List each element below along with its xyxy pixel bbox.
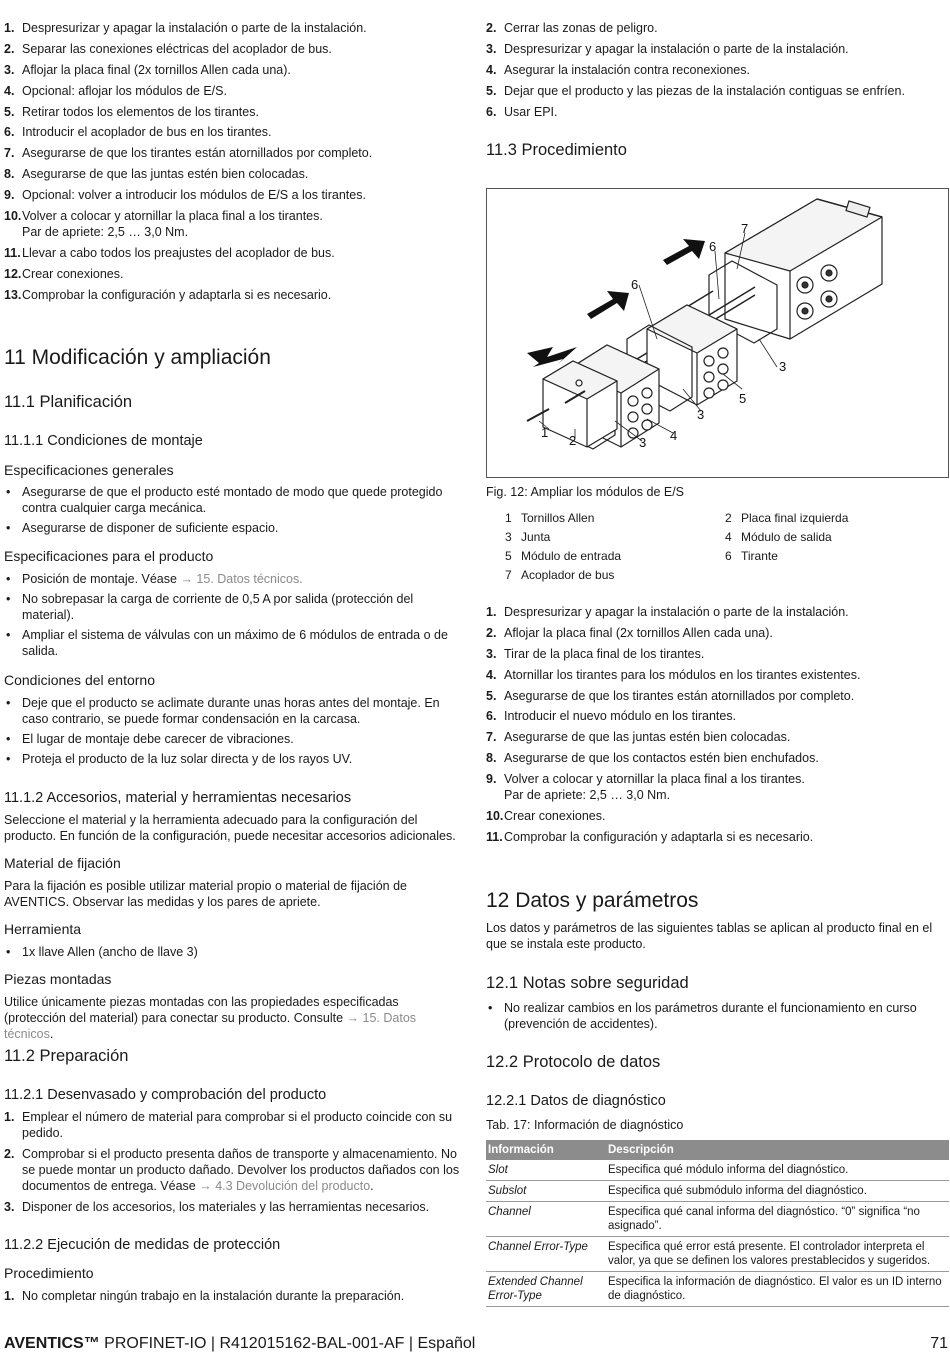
list-item: 5. Retirar todos los elementos de los tirantes. [4, 104, 259, 119]
list-item: 1. No completar ningún trabajo en la instalación durante la preparación. [4, 1289, 405, 1303]
section-12-intro: Los datos y parámetros de las siguientes tablas se aplican al producto final en el que se instala este producto. [486, 921, 933, 951]
section-11-2-1-heading: 11.2.1 Desenvasado y comprobación del producto [4, 1087, 327, 1103]
list-item: 4. Opcional: aflojar los módulos de E/S. [4, 83, 227, 98]
section-12-2-heading: 12.2 Protocolo de datos [486, 1053, 661, 1071]
procedure-heading: Procedimiento [4, 1265, 94, 1281]
table-cell: Especifica qué submódulo informa del diagnóstico. [606, 1181, 949, 1202]
table-cell: Subslot [486, 1181, 606, 1202]
table-header: Información [486, 1140, 606, 1160]
section-11-2-heading: 11.2 Preparación [4, 1047, 129, 1065]
callout-3: 3 [639, 435, 647, 450]
return-product-link[interactable]: → 4.3 Devolución del producto [199, 1178, 371, 1193]
table-cell: Channel [486, 1202, 606, 1237]
list-item: 3. Disponer de los accesorios, los materiales y las herramientas necesarios. [4, 1199, 430, 1214]
list-item: 4. Atornillar los tirantes para los módulos en los tirantes existentes. [486, 667, 861, 682]
tech-data-link[interactable]: → 15. Datos técnicos [4, 1011, 417, 1041]
callout-5: 5 [739, 391, 747, 406]
table-header: Descripción [606, 1140, 949, 1160]
procedure-11-3-list [486, 604, 949, 850]
section-12-2-1-heading: 12.2.1 Datos de diagnóstico [486, 1093, 666, 1109]
list-item: • Asegurarse de que el producto esté montado de modo que quede protegido contra cualquier carga mecánica. [4, 484, 468, 516]
table-cell: Especifica qué módulo informa del diagnóstico. [606, 1160, 949, 1181]
list-item: 12. Crear conexiones. [4, 266, 124, 281]
callout-4: 4 [670, 428, 678, 443]
unpack-steps-list [4, 1109, 468, 1220]
section-11-3-heading: 11.3 Procedimiento [486, 141, 627, 159]
mounted-parts-heading: Piezas montadas [4, 971, 112, 987]
list-item: 10. Volver a colocar y atornillar la placa final a los tirantes. Par de apriete: 2,5 … 3,0 Nm. [4, 209, 323, 240]
list-item: 6. Introducir el nuevo módulo en los tirantes. [486, 709, 737, 724]
table-cell: Slot [486, 1160, 606, 1181]
list-item: • 1x llave Allen (ancho de llave 3) [4, 944, 468, 960]
figure-expand-io-modules [486, 188, 949, 478]
figure-caption: Fig. 12: Ampliar los módulos de E/S [486, 485, 685, 499]
table-row [486, 1181, 949, 1202]
list-item: 9. Volver a colocar y atornillar la placa final a los tirantes. Par de apriete: 2,5 … 3,0 Nm. [486, 772, 805, 803]
list-item: 8. Asegurarse de que los contactos estén bien enchufados. [486, 751, 819, 766]
list-item: • Asegurarse de disponer de suficiente espacio. [4, 520, 468, 536]
list-item: • Deje que el producto se aclimate durante unas horas antes del montaje. En caso contrario, se puede formar condensación en la carcasa. [4, 695, 468, 727]
list-item: 2. Separar las conexiones eléctricas del acoplador de bus. [4, 41, 332, 56]
table-cell: Especifica qué error está presente. El controlador interpreta el valor, ya que se definen los valores prestablecidos y sugeridos. [606, 1237, 949, 1272]
list-item: 10. Crear conexiones. [486, 809, 606, 824]
list-item: 5. Dejar que el producto y las piezas de la instalación contiguas se enfríen. [486, 83, 905, 98]
list-item: 11. Llevar a cabo todos los preajustes del acoplador de bus. [4, 245, 335, 260]
list-item: 6. Introducir el acoplador de bus en los tirantes. [4, 125, 272, 140]
accessories-text: Seleccione el material y la herramienta adecuado para la configuración del producto. En función de la configuración, puede necesitar accesorios adicionales. [4, 813, 456, 843]
table-cell: Especifica la información de diagnóstico. El valor es un ID interno de diagnóstico. [606, 1272, 949, 1307]
callout-2: 2 [569, 433, 577, 448]
list-item: 2. Cerrar las zonas de peligro. [486, 21, 658, 35]
environment-list [4, 695, 468, 771]
list-item: 3. Despresurizar y apagar la instalación o parte de la instalación. [486, 41, 849, 56]
list-item: 11. Comprobar la configuración y adaptarla si es necesario. [486, 829, 814, 844]
legend-item: 3 Junta [505, 530, 551, 544]
page-footer [4, 1336, 948, 1352]
list-item: 3. Aflojar la placa final (2x tornillos Allen cada una). [4, 62, 291, 77]
legend-item: 4 Módulo de salida [725, 530, 832, 544]
section-11-1-heading: 11.1 Planificación [4, 393, 133, 411]
callout-1: 1 [541, 425, 549, 440]
fixing-material-heading: Material de fijación [4, 855, 121, 871]
exploded-assembly-drawing [487, 189, 948, 477]
list-item: 5. Asegurarse de que los tirantes están atornillados por completo. [486, 688, 855, 703]
steps-list-top-right [486, 20, 949, 124]
list-item: • Posición de montaje. Véase → 15. Datos técnicos. [4, 571, 468, 587]
procedure-steps-list [4, 1288, 468, 1309]
legend-item: 2 Placa final izquierda [725, 511, 849, 525]
list-item: 8. Asegurarse de que las juntas estén bien colocadas. [4, 167, 309, 182]
callout-6b: 6 [709, 239, 717, 254]
list-item: • Ampliar el sistema de válvulas con un máximo de 6 módulos de entrada o de salida. [4, 627, 468, 659]
callout-6: 6 [631, 277, 639, 292]
safety-notes-list [486, 1000, 949, 1036]
legend-item: 5 Módulo de entrada [505, 549, 622, 563]
page-number: 71 [930, 1335, 948, 1352]
section-11-1-2-heading: 11.1.2 Accesorios, material y herramientas necesarios [4, 790, 352, 806]
figure-legend [505, 510, 945, 586]
list-item: 2. Aflojar la placa final (2x tornillos Allen cada una). [486, 625, 773, 640]
table-caption: Tab. 17: Información de diagnóstico [486, 1118, 684, 1132]
list-item: • Proteja el producto de la luz solar directa y de los rayos UV. [4, 751, 468, 767]
list-item: 9. Opcional: volver a introducir los módulos de E/S a los tirantes. [4, 188, 366, 203]
list-item: 7. Asegurarse de que los tirantes están atornillados por completo. [4, 146, 373, 161]
product-specs-heading: Especificaciones para el producto [4, 548, 214, 564]
environment-heading: Condiciones del entorno [4, 672, 155, 688]
list-item: 1. Despresurizar y apagar la instalación o parte de la instalación. [486, 605, 849, 619]
list-item: 1. Emplear el número de material para comprobar si el producto coincide con su pedido. [4, 1110, 453, 1140]
list-item: 1. Despresurizar y apagar la instalación o parte de la instalación. [4, 21, 367, 35]
list-item: 3. Tirar de la placa final de los tirantes. [486, 646, 705, 661]
section-12-heading: 12 Datos y parámetros [486, 889, 699, 912]
table-cell: Extended Channel Error-Type [486, 1272, 606, 1307]
table-cell: Especifica qué canal informa del diagnóstico. “0” significa “no asignado”. [606, 1202, 949, 1237]
list-item: 6. Usar EPI. [486, 104, 558, 119]
list-item: • No sobrepasar la carga de corriente de 0,5 A por salida (protección del material). [4, 591, 468, 623]
footer-doc-info: AVENTICS™ PROFINET-IO | R412015162-BAL-001-AF | Español [4, 1335, 476, 1352]
table-header-row [486, 1140, 949, 1160]
fixing-material-text: Para la fijación es posible utilizar material propio o material de fijación de AVENTICS. Observar las medidas y los pares de apriete. [4, 879, 407, 909]
section-11-2-2-heading: 11.2.2 Ejecución de medidas de protección [4, 1237, 281, 1253]
list-item: • El lugar de montaje debe carecer de vibraciones. [4, 731, 468, 747]
table-row [486, 1237, 949, 1272]
product-specs-list [4, 571, 468, 663]
legend-item: 6 Tirante [725, 549, 778, 563]
list-item: 4. Asegurar la instalación contra reconexiones. [486, 62, 750, 77]
tool-list [4, 944, 468, 964]
section-11-heading: 11 Modificación y ampliación [4, 346, 271, 369]
callout-7: 7 [741, 221, 749, 236]
steps-list-top-left [4, 20, 468, 308]
table-row [486, 1272, 949, 1307]
legend-item: 1 Tornillos Allen [505, 511, 595, 525]
footer-brand: AVENTICS™ [4, 1335, 100, 1352]
table-row [486, 1202, 949, 1237]
section-11-1-1-heading: 11.1.1 Condiciones de montaje [4, 433, 203, 449]
general-specs-list [4, 484, 468, 540]
list-item: 7. Asegurarse de que las juntas estén bien colocadas. [486, 730, 791, 745]
diagnostic-table [486, 1140, 949, 1307]
list-item: • No realizar cambios en los parámetros durante el funcionamiento en curso (prevención de accidentes). [486, 1000, 949, 1032]
callout-3b: 3 [697, 407, 705, 422]
tech-data-link[interactable]: → 15. Datos técnicos. [180, 572, 303, 586]
table-row [486, 1160, 949, 1181]
section-12-1-heading: 12.1 Notas sobre seguridad [486, 974, 689, 992]
mounted-parts-text: Utilice únicamente piezas montadas con las propiedades especificadas (protección del material) para conectar su producto. Consulte → 15. Datos técnicos. [4, 995, 417, 1041]
tool-heading: Herramienta [4, 921, 82, 937]
list-item: 2. Comprobar si el producto presenta daños de transporte y almacenamiento. No se puede montar un producto dañado. Devolver los productos dañados con los documentos de entrega. Véase → 4.3 Devolución del producto. [4, 1146, 460, 1193]
legend-item: 7 Acoplador de bus [505, 568, 615, 582]
table-cell: Channel Error-Type [486, 1237, 606, 1272]
callout-3c: 3 [779, 359, 787, 374]
list-item: 13. Comprobar la configuración y adaptarla si es necesario. [4, 287, 332, 302]
general-specs-heading: Especificaciones generales [4, 462, 174, 478]
